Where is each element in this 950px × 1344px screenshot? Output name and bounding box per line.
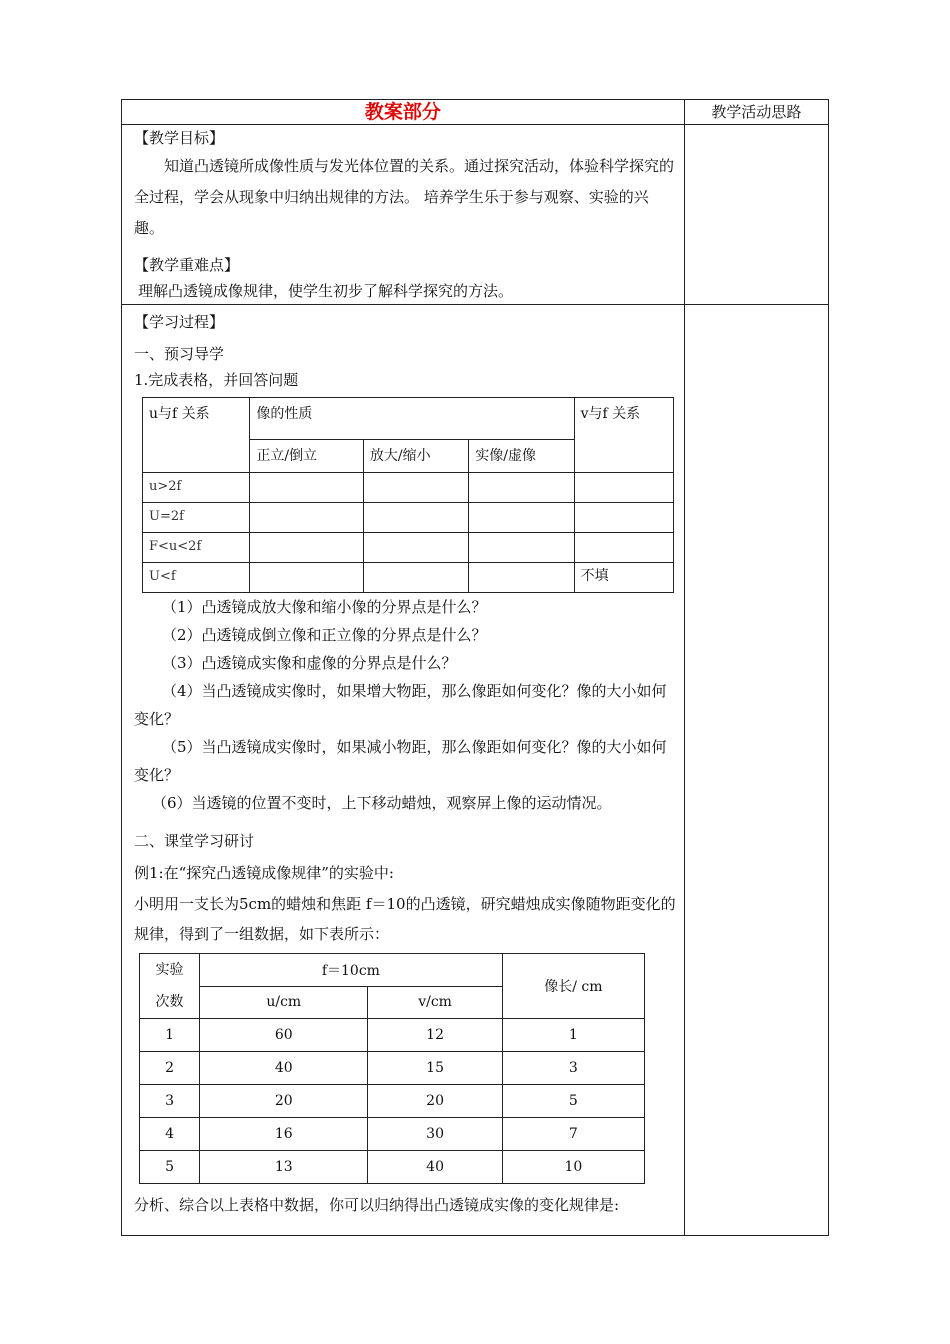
question-2: （2）凸透镜成倒立像和正立像的分界点是什么？ — [162, 626, 487, 644]
header-image-properties: 像的性质 — [250, 398, 574, 440]
goals-section — [122, 125, 685, 305]
v-value: 40 — [368, 1151, 502, 1184]
key-points-text: 理解凸透镜成像规律，使学生初步了解科学探究的方法。 — [138, 282, 514, 300]
process-heading: 【学习过程】 — [134, 313, 225, 331]
image-length-value: 3 — [502, 1052, 644, 1085]
trial-number: 2 — [140, 1052, 200, 1085]
subheader-orientation: 正立/倒立 — [250, 440, 363, 473]
image-length-value: 10 — [502, 1151, 644, 1184]
table-row — [143, 503, 674, 533]
goals-heading: 【教学目标】 — [134, 129, 225, 147]
u-value: 40 — [200, 1052, 368, 1085]
table-cell[interactable] — [363, 563, 468, 593]
table-cell[interactable] — [574, 473, 673, 503]
conclusion-prompt: 分析、综合以上表格中数据，你可以归纳得出凸透镜成实像的变化规律是: — [134, 1196, 620, 1214]
table-cell[interactable] — [250, 533, 363, 563]
header-trial-line1: 实验 — [155, 962, 184, 978]
table-row — [140, 1151, 645, 1184]
part2-title: 二、课堂学习研讨 — [134, 832, 255, 850]
table-cell[interactable] — [250, 473, 363, 503]
table-cell[interactable] — [250, 563, 363, 593]
header-focal-length: f＝10cm — [200, 954, 503, 987]
lesson-plan-table — [121, 99, 829, 1236]
question-3: （3）凸透镜成实像和虚像的分界点是什么？ — [162, 654, 457, 672]
image-length-value: 1 — [502, 1019, 644, 1052]
trial-number: 3 — [140, 1085, 200, 1118]
trial-number: 5 — [140, 1151, 200, 1184]
table-cell[interactable] — [469, 563, 574, 593]
row-label: F<u<2f — [143, 533, 250, 563]
subheader-u: u/cm — [200, 986, 368, 1019]
v-value: 20 — [368, 1085, 502, 1118]
u-value: 60 — [200, 1019, 368, 1052]
u-value: 20 — [200, 1085, 368, 1118]
table-cell[interactable] — [363, 533, 468, 563]
row-label: U=2f — [143, 503, 250, 533]
table-row — [140, 1085, 645, 1118]
experiment-data-table — [139, 953, 645, 1184]
table-cell[interactable] — [574, 503, 673, 533]
table-row — [140, 1118, 645, 1151]
row-label: U<f — [143, 563, 250, 593]
task1-text: 1.完成表格，并回答问题 — [134, 371, 299, 389]
u-value: 13 — [200, 1151, 368, 1184]
table-cell: 不填 — [574, 563, 673, 593]
header-trial — [140, 954, 200, 1019]
side-notes-2 — [684, 305, 828, 1236]
header-u-f: u与f 关系 — [143, 398, 250, 473]
image-properties-table — [142, 397, 674, 593]
page-title: 教案部分 — [122, 100, 685, 125]
part1-title: 一、预习导学 — [134, 345, 225, 363]
subheader-size: 放大/缩小 — [363, 440, 468, 473]
header-image-length: 像长/ cm — [502, 954, 644, 1019]
table-cell[interactable] — [469, 473, 574, 503]
u-value: 16 — [200, 1118, 368, 1151]
process-section — [122, 305, 685, 1236]
goals-text: 知道凸透镜所成像性质与发光体位置的关系。通过探究活动，体验科学探究的全过程，学会从现象中归纳出规律的方法。 培养学生乐于参与观察、实验的兴趣。 — [134, 157, 675, 237]
image-length-value: 7 — [502, 1118, 644, 1151]
example-title: 例1:在“探究凸透镜成像规律”的实验中: — [134, 864, 394, 882]
table-cell[interactable] — [250, 503, 363, 533]
table-row — [143, 563, 674, 593]
table-row — [140, 1019, 645, 1052]
table-cell[interactable] — [363, 503, 468, 533]
table-cell[interactable] — [574, 533, 673, 563]
trial-number: 4 — [140, 1118, 200, 1151]
question-6: （6）当透镜的位置不变时，上下移动蜡烛，观察屏上像的运动情况。 — [152, 794, 612, 812]
subheader-real-virtual: 实像/虚像 — [469, 440, 574, 473]
v-value: 15 — [368, 1052, 502, 1085]
table-cell[interactable] — [469, 533, 574, 563]
row-label: u>2f — [143, 473, 250, 503]
trial-number: 1 — [140, 1019, 200, 1052]
example-text: 小明用一支长为5cm的蜡烛和焦距 f＝10的凸透镜，研究蜡烛成实像随物距变化的规律，得到了一组数据，如下表所示： — [134, 895, 676, 943]
header-trial-line2: 次数 — [155, 994, 184, 1010]
table-row — [143, 473, 674, 503]
v-value: 30 — [368, 1118, 502, 1151]
question-4: （4）当凸透镜成实像时，如果增大物距，那么像距如何变化？像的大小如何变化？ — [134, 682, 667, 728]
key-points-heading: 【教学重难点】 — [134, 256, 240, 274]
v-value: 12 — [368, 1019, 502, 1052]
side-notes-1 — [684, 125, 828, 305]
image-length-value: 5 — [502, 1085, 644, 1118]
side-column-title: 教学活动思路 — [684, 100, 828, 125]
table-row — [143, 533, 674, 563]
header-v-f: v与f 关系 — [574, 398, 673, 473]
table-row — [140, 1052, 645, 1085]
question-5: （5）当凸透镜成实像时，如果减小物距，那么像距如何变化？像的大小如何变化？ — [134, 738, 667, 784]
table-cell[interactable] — [469, 503, 574, 533]
question-1: （1）凸透镜成放大像和缩小像的分界点是什么？ — [162, 598, 487, 616]
table-cell[interactable] — [363, 473, 468, 503]
subheader-v: v/cm — [368, 986, 502, 1019]
